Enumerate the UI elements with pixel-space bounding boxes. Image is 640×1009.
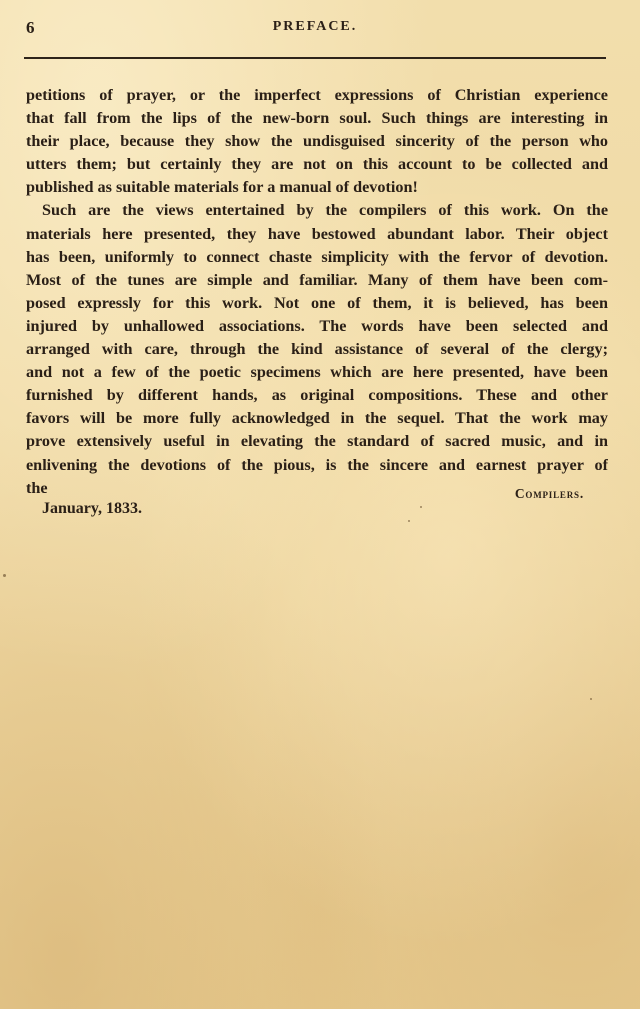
text-line: furnished by different hands, as original compositions. These and other [26,386,608,405]
page-header [26,18,604,46]
text-line: favors will be more fully acknowledged in the sequel. That the work may [26,409,608,428]
text-line: petitions of prayer, or the imperfect expressions of Christian experience [26,86,608,104]
text-line: and not a few of the poetic specimens which are here presented, have been [26,363,608,382]
text-line: injured by unhallowed associations. The words have been selected and [26,316,608,335]
text-line: enlivening the devotions of the pious, is the sincere and earnest prayer of [26,455,608,474]
text-line: arranged with care, through the kind assistance of several of the clergy; [26,340,608,359]
running-title: PREFACE. [272,19,358,34]
text-line: prove extensively useful in elevating the standard of sacred music, and in [26,432,608,451]
text-line: utters them; but certainly they are not on this account to be collected and [26,155,608,174]
text-line: posed expressly for this work. Not one of them, it is believed, has been [26,293,608,312]
speck [3,574,6,577]
text-line: Most of the tunes are simple and familiar. Many of them have been com- [26,270,608,289]
speck [420,506,422,508]
date-line: January, 1833. [42,500,143,517]
text-line: published as suitable materials for a manual of devotion! [26,178,418,197]
text-line: Such are the views entertained by the compilers of this work. On the [42,201,608,220]
closing-row [26,477,608,500]
preface-text [26,84,608,500]
text-line: their place, because they show the undisguised sincerity of the person who [26,132,608,151]
speck [408,520,410,522]
text-line: has been, uniformly to connect chaste simplicity with the fervor of devotion. [26,247,608,266]
text-line: the [26,478,48,497]
header-rule [24,57,606,59]
speck [590,698,592,700]
page-number: 6 [26,18,35,37]
text-line: that fall from the lips of the new-born soul. Such things are interesting in [26,109,608,128]
signature: Compilers. [514,485,584,501]
text-line: materials here presented, they have bestowed abundant labor. Their object [26,224,608,243]
